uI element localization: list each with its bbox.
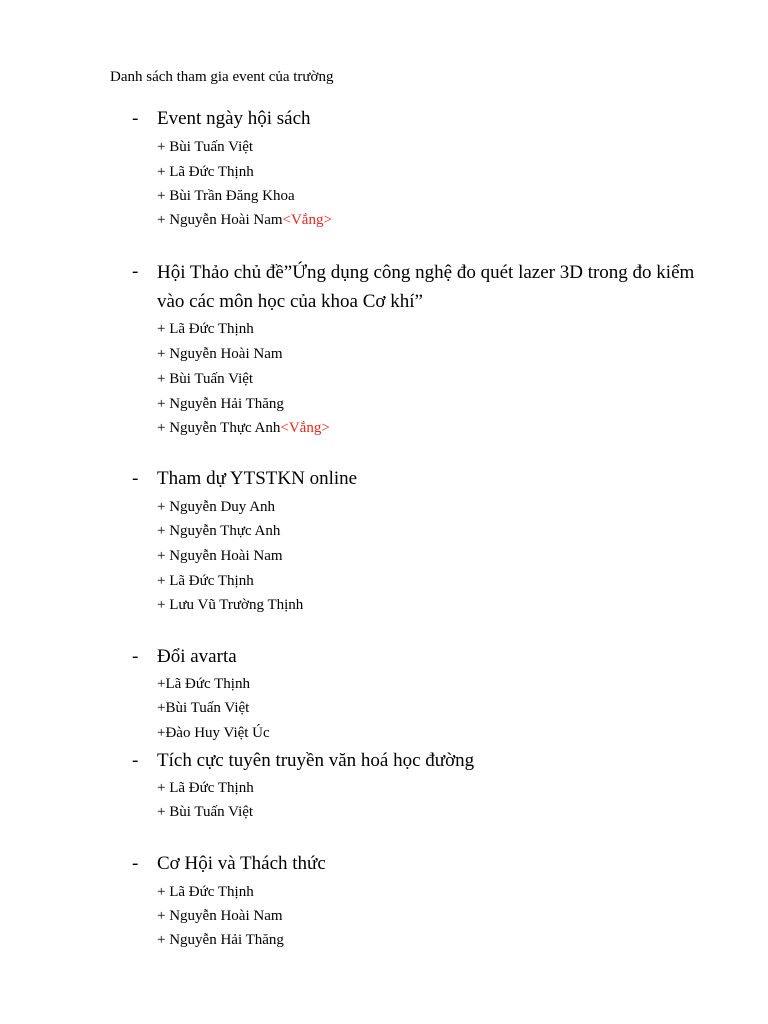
participant: + Nguyễn Hoài Nam	[157, 908, 283, 924]
event-title: Event ngày hội sách	[157, 108, 311, 129]
participant: + Lã Đức Thịnh	[157, 780, 254, 796]
event-bullet: -	[132, 646, 139, 667]
participant: + Bùi Tuấn Việt	[157, 804, 254, 820]
event-title: Đổi avarta	[157, 646, 237, 667]
participant: + Nguyễn Hoài Nam	[157, 346, 283, 362]
participant	[157, 210, 332, 230]
event-bullet: -	[132, 750, 139, 771]
participant: + Nguyễn Hải Thăng	[157, 932, 284, 948]
participant: + Lã Đức Thịnh	[157, 321, 254, 337]
participant: + Bùi Trần Đăng Khoa	[157, 188, 295, 204]
participant: + Lã Đức Thịnh	[157, 884, 254, 900]
event-title: Tích cực tuyên truyền văn hoá học đường	[157, 750, 475, 771]
participant: + Lã Đức Thịnh	[157, 164, 254, 180]
participant: + Nguyễn Thực Anh	[157, 523, 281, 539]
participant	[157, 418, 330, 438]
event-bullet: -	[132, 108, 139, 129]
absent-label: <Vắng>	[280, 420, 330, 436]
participant: + Bùi Tuấn Việt	[157, 139, 254, 155]
participant: + Lã Đức Thịnh	[157, 573, 254, 589]
participant: +Lã Đức Thịnh	[157, 676, 250, 692]
participant: +Bùi Tuấn Việt	[157, 700, 250, 716]
participant: + Lưu Vũ Trường Thịnh	[157, 597, 304, 613]
event-title: Tham dự YTSTKN online	[157, 468, 358, 489]
participant: + Nguyễn Hải Thăng	[157, 396, 284, 412]
participant-name: + Nguyễn Thực Anh	[157, 420, 281, 436]
event-bullet: -	[132, 853, 139, 874]
participant: + Nguyễn Hoài Nam	[157, 548, 283, 564]
event-title: Hội Thảo chủ đề”Ứng dụng công nghệ đo quét lazer 3D trong đo kiểm vào các môn học của khoa Cơ khí”	[157, 262, 695, 312]
participant: + Nguyễn Duy Anh	[157, 499, 276, 515]
participant: +Đào Huy Việt Úc	[157, 725, 270, 741]
participant-name: + Nguyễn Hoài Nam	[157, 212, 283, 228]
participant: + Bùi Tuấn Việt	[157, 371, 254, 387]
absent-label: <Vắng>	[282, 212, 332, 228]
event-bullet: -	[132, 261, 139, 282]
event-bullet: -	[132, 468, 139, 489]
event-title: Cơ Hội và Thách thức	[157, 853, 326, 874]
document-title: Danh sách tham gia event của trường	[110, 69, 334, 85]
